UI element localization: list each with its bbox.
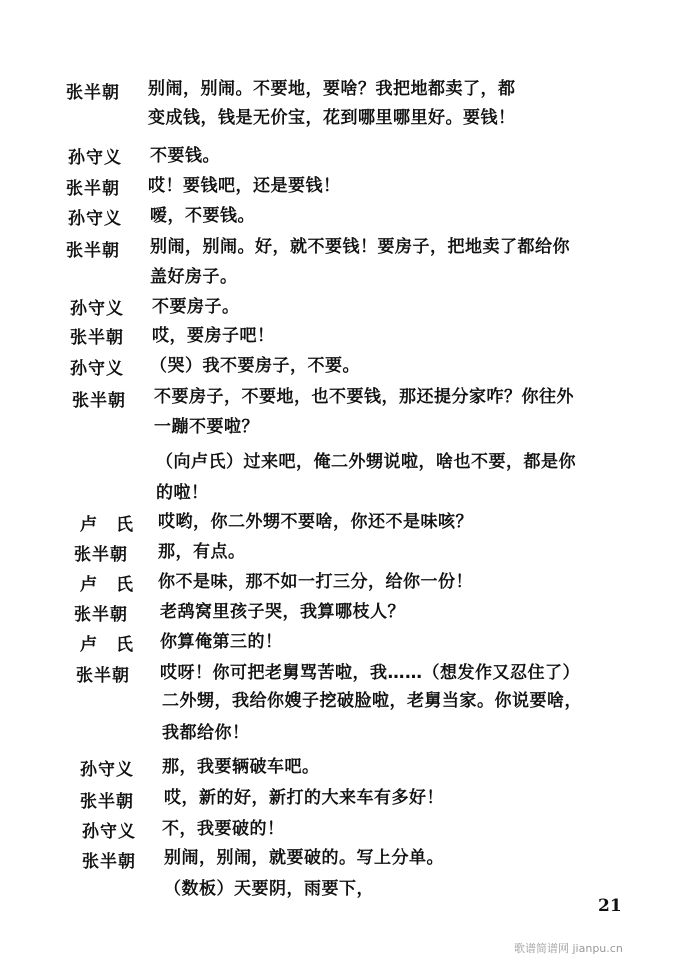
dialogue-line: 哎，要房子吧！ xyxy=(152,326,275,346)
dialogue-line: （数板）天要阴，雨要下， xyxy=(164,879,374,899)
dialogue-line: 老鸹窝里孩子哭，我算哪枝人？ xyxy=(160,602,405,622)
speaker-name: 卢 氏 xyxy=(80,515,134,535)
speaker-name: 卢 氏 xyxy=(80,575,134,595)
dialogue-line: （向卢氏）过来吧，俺二外甥说啦，啥也不要，都是你 xyxy=(156,452,576,472)
dialogue-line: 一蹦不要啦？ xyxy=(154,417,259,437)
speaker-name: 孙守义 xyxy=(70,299,124,319)
dialogue-line: 二外甥，我给你嫂子挖破脸啦，老舅当家。你说要啥， xyxy=(162,691,582,711)
dialogue-line: 哎！要钱吧，还是要钱！ xyxy=(148,176,341,196)
speaker-name: 孙守义 xyxy=(68,148,122,168)
speaker-name: 卢 氏 xyxy=(80,635,134,655)
dialogue-line: 嗳，不要钱。 xyxy=(150,206,255,226)
speaker-name: 孙守义 xyxy=(70,359,124,379)
speaker-name: 孙守义 xyxy=(80,760,134,780)
dialogue-line: 我都给你！ xyxy=(162,723,250,743)
dialogue-line: 不要钱。 xyxy=(150,146,220,166)
dialogue-line: 不，我要破的！ xyxy=(162,819,285,839)
speaker-name: 孙守义 xyxy=(68,209,122,229)
speaker-name: 张半朝 xyxy=(82,852,136,872)
speaker-name: 张半朝 xyxy=(74,605,128,625)
dialogue-line: 变成钱，钱是无价宝，花到哪里哪里好。要钱！ xyxy=(148,108,516,128)
speaker-name: 张半朝 xyxy=(66,241,120,261)
speaker-name: 孙守义 xyxy=(82,822,136,842)
dialogue-line: 别闹，别闹，就要破的。写上分单。 xyxy=(164,848,444,868)
dialogue-line: 别闹，别闹。好，就不要钱！要房子，把地卖了都给你 xyxy=(150,237,570,257)
dialogue-line: （哭）我不要房子，不要。 xyxy=(150,356,360,376)
dialogue-line: 哎呀！你可把老舅骂苦啦，我……（想发作又忍住了） xyxy=(160,663,580,683)
dialogue-line: 你不是味，那不如一打三分，给你一份！ xyxy=(158,572,473,592)
speaker-name: 张半朝 xyxy=(76,666,130,686)
page-number: 21 xyxy=(598,896,622,916)
speaker-name: 张半朝 xyxy=(66,83,120,103)
dialogue-line: 那，有点。 xyxy=(158,542,246,562)
speaker-name: 张半朝 xyxy=(70,328,124,348)
dialogue-line: 那，我要辆破车吧。 xyxy=(162,757,320,777)
dialogue-line: 盖好房子。 xyxy=(150,267,238,287)
speaker-name: 张半朝 xyxy=(74,545,128,565)
watermark-text: 歌谱简谱网 jianpu.cn xyxy=(514,942,623,955)
speaker-name: 张半朝 xyxy=(80,792,134,812)
dialogue-line: 不要房子。 xyxy=(152,297,240,317)
dialogue-line: 不要房子，不要地，也不要钱，那还提分家咋？你往外 xyxy=(154,387,574,407)
speaker-name: 张半朝 xyxy=(72,391,126,411)
dialogue-line: 你算俺第三的！ xyxy=(160,632,283,652)
dialogue-line: 哎，新的好，新打的大来车有多好！ xyxy=(164,788,444,808)
dialogue-line: 哎哟，你二外甥不要啥，你还不是味咳？ xyxy=(158,512,473,532)
speaker-name: 张半朝 xyxy=(66,179,120,199)
dialogue-line: 别闹，别闹。不要地，要啥？我把地都卖了，都 xyxy=(148,79,516,99)
dialogue-line: 的啦！ xyxy=(156,483,209,503)
